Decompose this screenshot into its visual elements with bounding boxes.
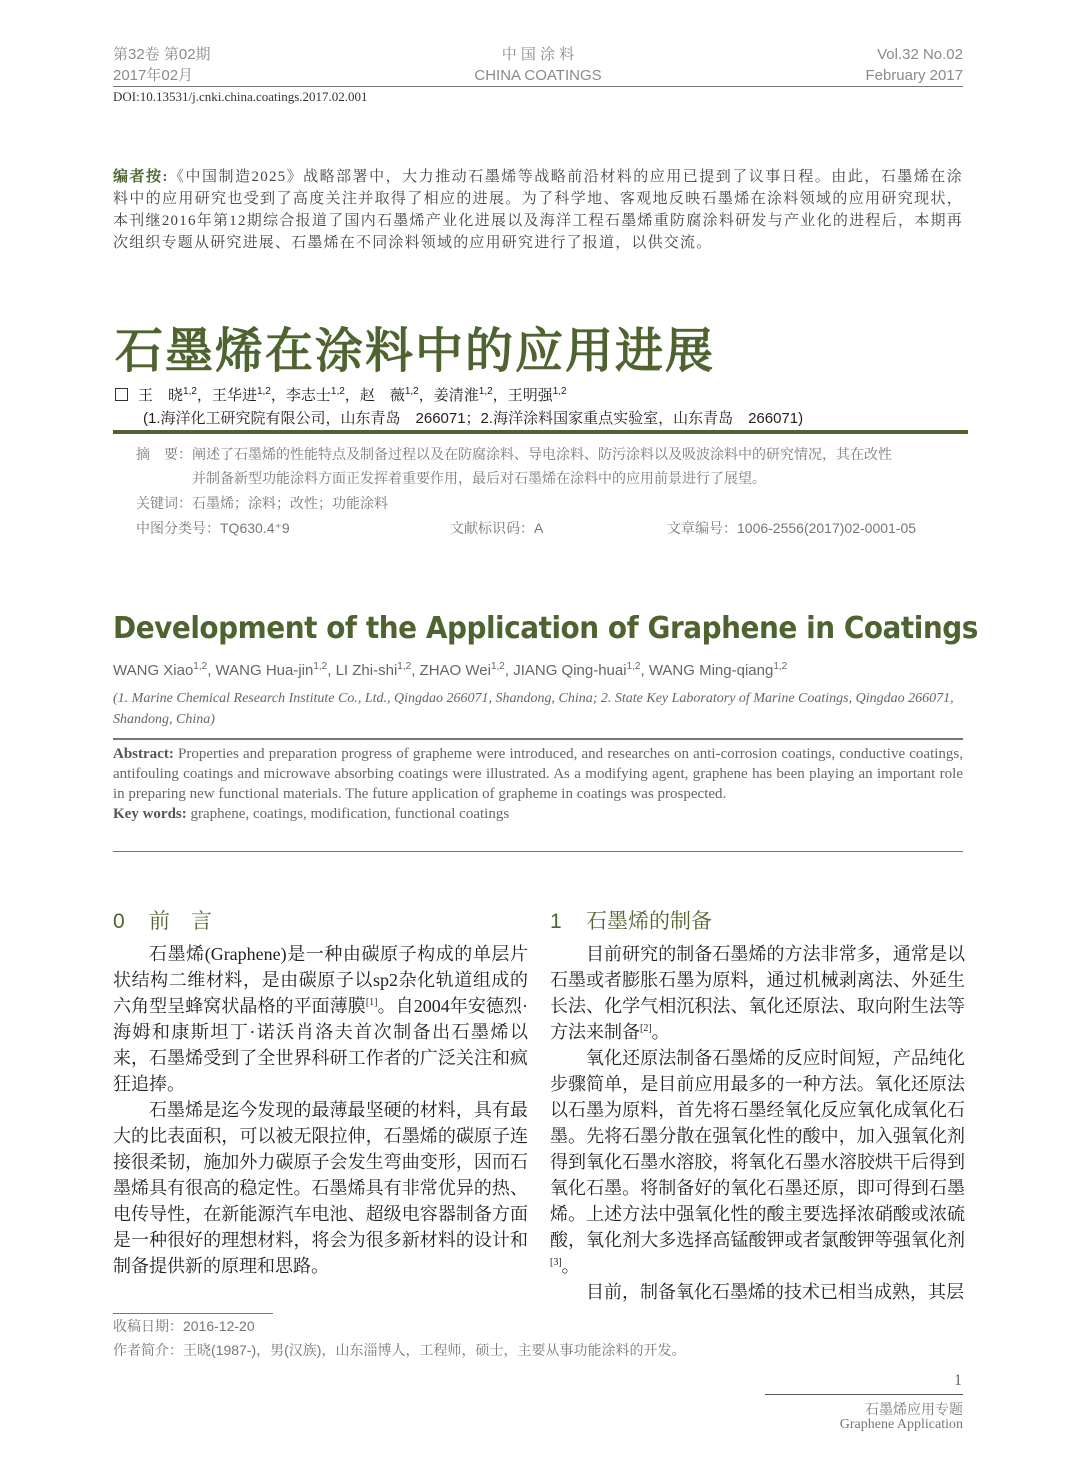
author: 王 晓$^{1,2}$， xyxy=(138,386,212,404)
editor-note xyxy=(113,166,963,254)
author: ZHAO Wei$^{1,2}$, xyxy=(419,661,514,679)
author: JIANG Qing-huai$^{1,2}$, xyxy=(513,661,649,679)
abstract-en-label: Abstract: xyxy=(113,746,174,762)
author-name: 李志士 xyxy=(285,387,331,404)
keywords-en-label: Key words: xyxy=(113,806,187,822)
header-rule xyxy=(113,86,963,87)
author-affiliation-mark: 1,2 xyxy=(404,386,419,397)
abstract-cn-line1: 阐述了石墨烯的性能特点及制备过程以及在防腐涂料、导电涂料、防污涂料以及吸波涂料中的研究情况，其在改性 xyxy=(192,446,892,462)
citation: [2] xyxy=(640,1023,652,1034)
document-code: 文献标识码：A xyxy=(450,520,544,536)
editor-note-label: 编者按: xyxy=(113,169,169,185)
page-number: 1 xyxy=(954,1372,962,1389)
author: 李志士$^{1,2}$， xyxy=(285,386,360,404)
abstract-en-text: Properties and preparation progress of grapheme were introduced, and researches on anti-corrosion coatings, conductive coatings, antifouling coatings and microwave absorbing coatings were illustrated. As a modifying agent, graphene has been playing an important role in preparing new functional materials. The future application of grapheme in coatings was prospected. xyxy=(113,746,963,802)
author-affiliation-mark: 1,2 xyxy=(552,386,567,397)
footnote-rule xyxy=(113,1313,273,1314)
authors-en xyxy=(113,662,787,679)
journal-name xyxy=(438,44,638,86)
paragraph xyxy=(550,941,965,1045)
paragraph-text: 。 xyxy=(561,1256,580,1276)
editor-note-text: 《中国制造2025》战略部署中，大力推动石墨烯等战略前沿材料的应用已提到了议事日程。由此，石墨烯在涂料中的应用研究也受到了高度关注并取得了相应的进展。为了科学地、客观地反映石墨烯在涂料领域的应用研究现状，本刊继2016年第12期综合报道了国内石墨烯产业化进展以及海洋工程石墨烯重防腐涂料研发与产业化的进程后，本期再次组织专题从研究进展、石墨烯在不同涂料领域的应用研究进行了报道，以供交流。 xyxy=(113,169,963,251)
section-heading xyxy=(550,905,965,933)
author xyxy=(508,387,567,404)
section-number: 0 xyxy=(113,910,125,933)
paragraph xyxy=(550,1279,965,1305)
author: 赵 薇$^{1,2}$， xyxy=(359,386,434,404)
volume-en: Vol.32 No.02 xyxy=(877,46,963,63)
keywords-en-text: graphene, coatings, modification, functional coatings xyxy=(186,806,510,822)
affiliation-en: (1. Marine Chemical Research Institute Co., Ltd., Qingdao 266071, Shandong, China; 2. State Key Laboratory of Marine Coatings, Qingdao 266071, Shandong, China) xyxy=(113,691,954,727)
author-name: WANG Xiao xyxy=(113,662,194,679)
author-affiliation-mark: 1,2 xyxy=(397,661,412,672)
date-en: February 2017 xyxy=(865,67,963,84)
author xyxy=(649,662,787,679)
author-name: LI Zhi-shi xyxy=(335,662,398,679)
abstract-divider xyxy=(113,738,963,740)
doi: DOI:10.13531/j.cnki.china.coatings.2017.02.001 xyxy=(113,89,368,104)
author-name: 王华进 xyxy=(211,387,257,404)
paragraph-text: 石墨烯是迄今发现的最薄最坚硬的材料，具有最大的比表面积，可以被无限拉伸，石墨烯的碳原子连接很柔韧，施加外力碳原子会发生弯曲变形，因而石墨烯具有很高的稳定性。石墨烯具有非常优异的热、电传导性，在新能源汽车电池、超级电容器制备方面是一种很好的理想材料，将会为很多新材料的设计和制备提供新的原理和思路。 xyxy=(113,1100,528,1276)
affiliation-cn: (1.海洋化工研究院有限公司，山东青岛 266071；2.海洋涂料国家重点实验室，山东青岛 266071) xyxy=(143,410,804,427)
section-number: 1 xyxy=(550,910,562,933)
running-footer-cn: 石墨烯应用专题 xyxy=(865,1403,963,1418)
authors-cn xyxy=(115,384,567,405)
page-title-en: Development of the Application of Graphene in Coatings xyxy=(113,611,978,646)
section-title: 前 言 xyxy=(149,910,212,933)
author-affiliation-mark: 1,2 xyxy=(183,386,197,397)
author-name: 王 晓 xyxy=(138,387,184,404)
paragraph xyxy=(113,941,528,1097)
author-bio: 作者简介：王晓(1987-)，男(汉族)，山东淄博人，工程师，硕士，主要从事功能涂料的开发。 xyxy=(113,1342,686,1358)
author-affiliation-mark: 1,2 xyxy=(330,386,345,397)
journal-name-en: CHINA COATINGS xyxy=(474,67,602,84)
header-volume-issue xyxy=(113,44,211,86)
abstract-cn-line2: 并制备新型功能涂料方面正发挥着重要作用，最后对石墨烯在涂料中的应用前景进行了展望。 xyxy=(192,470,766,486)
received-date: 收稿日期：2016-12-20 xyxy=(113,1318,255,1334)
square-marker-icon xyxy=(115,388,128,401)
paragraph-text: 目前，制备氧化石墨烯的技术已相当成熟，其层 xyxy=(586,1282,964,1302)
journal-name-cn: 中 国 涂 料 xyxy=(501,46,575,63)
paragraph-text: 。自2004年安德烈·海姆和康斯坦丁·诺沃肖洛夫首次制备出石墨烯以来，石墨烯受到了全世界科研工作者的广泛关注和疯狂追捧。 xyxy=(113,996,528,1094)
article-number: 文章编号：1006-2556(2017)02-0001-05 xyxy=(667,520,917,536)
author: WANG Xiao$^{1,2}$, xyxy=(113,661,216,679)
paragraph xyxy=(550,1045,965,1279)
author-name: WANG Ming-qiang xyxy=(648,662,774,679)
author-name: ZHAO Wei xyxy=(419,662,491,679)
abstract-cn-label: 摘 要： xyxy=(136,446,192,462)
abstract-bottom-rule xyxy=(113,851,963,852)
author: LI Zhi-shi$^{1,2}$, xyxy=(335,661,420,679)
author-affiliation-mark: 1,2 xyxy=(490,661,505,672)
running-footer-en: Graphene Application xyxy=(839,1417,963,1432)
volume-cn: 第32卷 第02期 xyxy=(113,46,211,63)
author-affiliation-mark: 1,2 xyxy=(478,386,493,397)
paragraph xyxy=(113,1097,528,1279)
author-name: JIANG Qing-huai xyxy=(513,662,627,679)
author-name: 赵 薇 xyxy=(359,387,405,404)
author: 姜清淮$^{1,2}$， xyxy=(433,386,508,404)
column-left xyxy=(113,905,528,1279)
author-affiliation-mark: 1,2 xyxy=(193,661,208,672)
paragraph-text: 氧化还原法制备石墨烯的反应时间短，产品纯化步骤简单，是目前应用最多的一种方法。氧化还原法以石墨为原料，首先将石墨经氧化反应氧化成氧化石墨。先将石墨分散在强氧化性的酸中，加入强氧化剂得到氧化石墨水溶胶，将氧化石墨水溶胶烘干后得到氧化石墨。将制备好的氧化石墨还原，即可得到石墨烯。上述方法中强氧化性的酸主要选择浓硝酸或浓硫酸，氧化剂大多选择高锰酸钾或者氯酸钾等强氧化剂 xyxy=(550,1048,965,1250)
section-title: 石墨烯的制备 xyxy=(586,910,712,933)
clc-number: 中图分类号：TQ630.4⁺9 xyxy=(136,520,290,536)
author: 王华进$^{1,2}$， xyxy=(211,386,286,404)
author-affiliation-mark: 1,2 xyxy=(313,661,328,672)
page-title-cn: 石墨烯在涂料中的应用进展 xyxy=(115,323,716,379)
paragraph-text: 石墨烯(Graphene)是一种由碳原子构成的单层片状结构二维材料，是由碳原子以sp2杂化轨道组成的六角型呈蜂窝状晶格的平面薄膜 xyxy=(113,944,528,1016)
author: WANG Hua-jin$^{1,2}$, xyxy=(215,661,336,679)
date-cn: 2017年02月 xyxy=(113,67,194,84)
abstract-cn xyxy=(136,442,956,490)
section-divider xyxy=(113,430,968,434)
header-volume-en xyxy=(865,44,963,86)
keywords-cn: 关键词：石墨烯；涂料；改性；功能涂料 xyxy=(136,495,388,511)
citation: [3] xyxy=(550,1257,562,1268)
author-name: 姜清淮 xyxy=(433,387,479,404)
footer-rule xyxy=(765,1394,963,1395)
author-name: 王明强 xyxy=(507,387,553,404)
citation: [1] xyxy=(365,997,378,1008)
author-name: WANG Hua-jin xyxy=(215,662,314,679)
paragraph-text: 。 xyxy=(651,1022,670,1042)
paragraph-text: 目前研究的制备石墨烯的方法非常多，通常是以石墨或者膨胀石墨为原料，通过机械剥离法、外延生长法、化学气相沉积法、氧化还原法、取向附生法等方法来制备 xyxy=(550,944,965,1042)
column-right xyxy=(550,905,965,1305)
author-affiliation-mark: 1,2 xyxy=(256,386,271,397)
abstract-en xyxy=(113,744,963,824)
author-affiliation-mark: 1,2 xyxy=(773,661,788,672)
section-heading xyxy=(113,905,528,933)
author-affiliation-mark: 1,2 xyxy=(626,661,641,672)
